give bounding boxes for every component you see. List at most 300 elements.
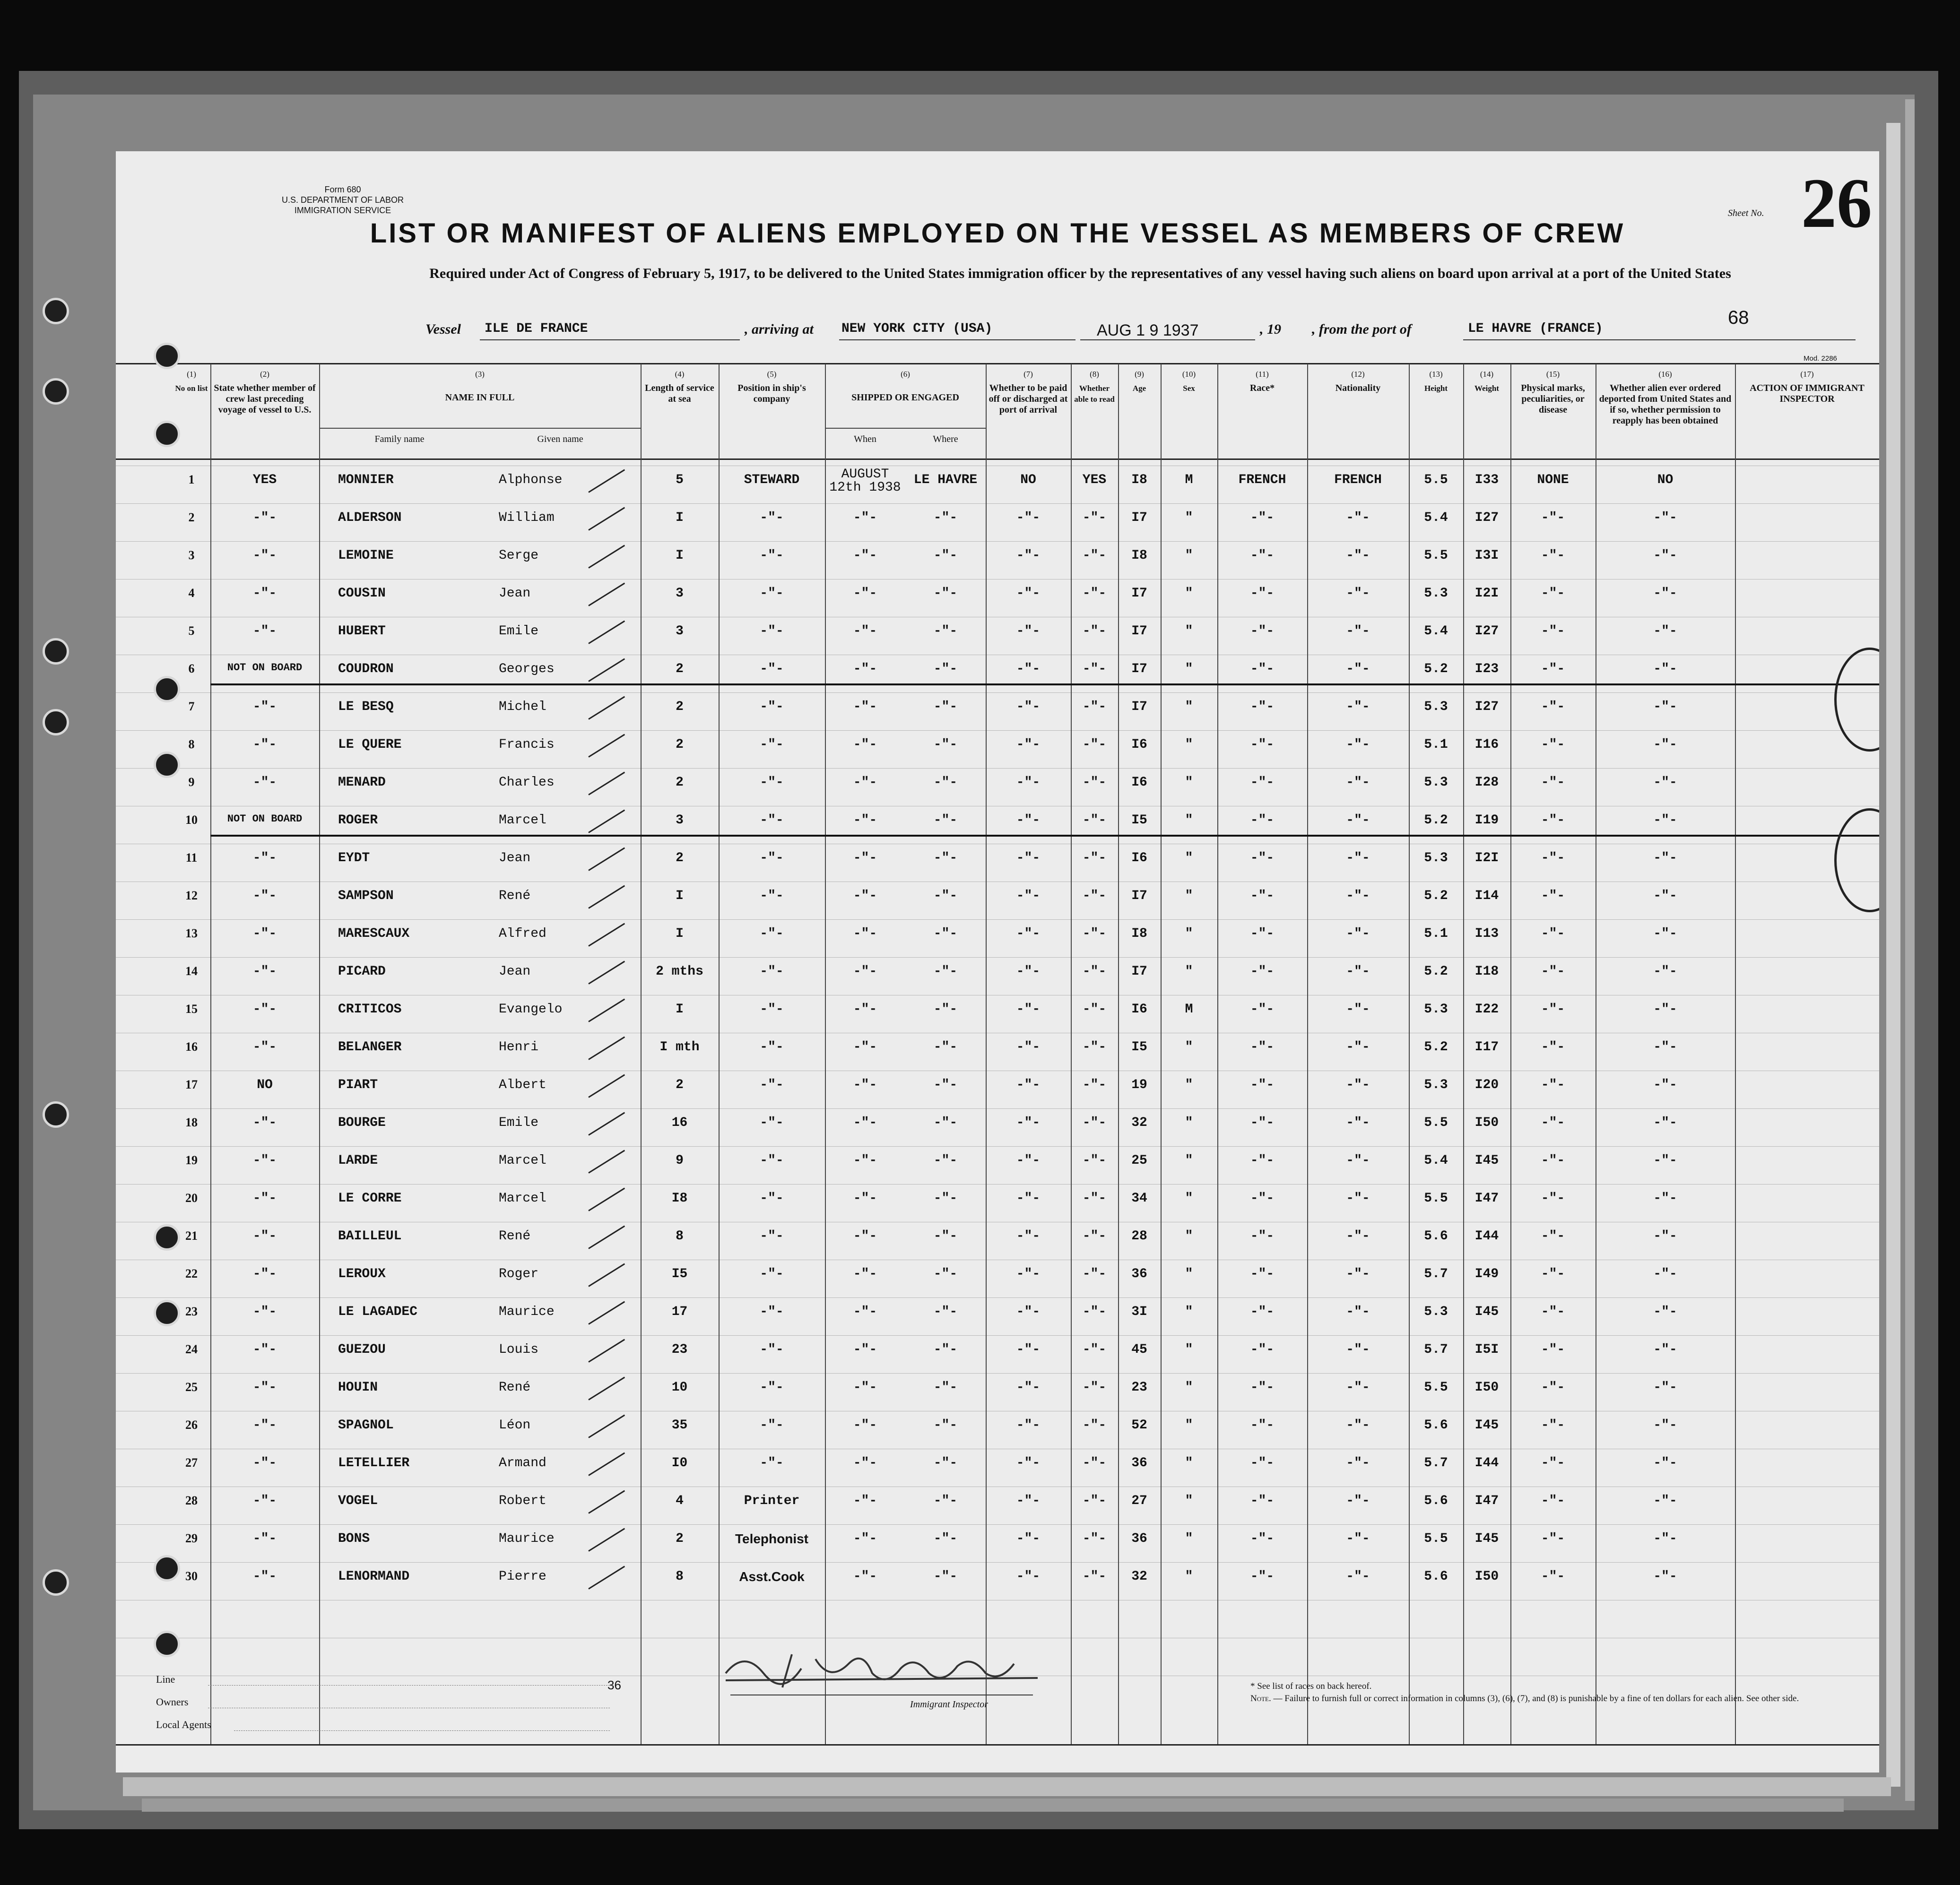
cell-service: I xyxy=(676,889,684,903)
struck-through-line xyxy=(210,683,1879,685)
cell-position: -"- xyxy=(760,1342,784,1357)
cell-position: -"- xyxy=(760,700,784,714)
cell-height: 5.1 xyxy=(1424,926,1448,941)
cell-no: 8 xyxy=(188,737,195,751)
cell-weight: I45 xyxy=(1474,1153,1499,1168)
cell-marks: -"- xyxy=(1541,813,1565,828)
cell-no: 14 xyxy=(185,964,198,978)
cell-no: 25 xyxy=(185,1380,198,1394)
cell-given: Charles xyxy=(499,775,555,790)
cell-prev: -"- xyxy=(252,1569,277,1584)
cell-age: I6 xyxy=(1131,1002,1147,1017)
column-header: Whether able to read xyxy=(1074,384,1115,404)
cell-family: COUSIN xyxy=(338,586,386,601)
cell-prev: -"- xyxy=(252,1191,277,1206)
cell-no: 20 xyxy=(185,1191,198,1205)
cell-when: -"- xyxy=(853,1380,877,1395)
cell-height: 5.4 xyxy=(1424,1153,1448,1168)
form-id-block xyxy=(272,184,414,216)
cell-marks: -"- xyxy=(1541,1380,1565,1395)
table-top-rule xyxy=(116,363,1879,364)
manifest-sheet xyxy=(116,151,1879,1773)
cell-paid: -"- xyxy=(1016,926,1041,941)
column-number: (4) xyxy=(675,370,685,379)
cell-sex: " xyxy=(1185,1078,1193,1092)
cell-sex: " xyxy=(1185,510,1193,525)
cell-marks: -"- xyxy=(1541,1078,1565,1092)
cell-marks: -"- xyxy=(1541,586,1565,601)
cell-prev: -"- xyxy=(252,1380,277,1395)
cell-read: -"- xyxy=(1082,1305,1107,1319)
cell-no: 28 xyxy=(185,1494,198,1507)
cell-when: -"- xyxy=(853,775,877,790)
column-header: Weight xyxy=(1474,384,1499,393)
cell-position: -"- xyxy=(760,1191,784,1206)
cell-nationality: -"- xyxy=(1346,1418,1370,1433)
cell-deported: -"- xyxy=(1653,1569,1677,1584)
cell-sex: " xyxy=(1185,964,1193,979)
cell-read: -"- xyxy=(1082,624,1107,639)
cell-race: -"- xyxy=(1250,1305,1275,1319)
column-header: NAME IN FULL xyxy=(445,392,515,403)
cell-deported: -"- xyxy=(1653,1040,1677,1055)
cell-marks: -"- xyxy=(1541,1115,1565,1130)
cell-weight: I3I xyxy=(1474,548,1499,563)
cell-where: -"- xyxy=(933,586,958,601)
row-rule xyxy=(116,541,1879,542)
cell-where: -"- xyxy=(933,1078,958,1092)
cell-position: Asst.Cook xyxy=(739,1569,805,1584)
cell-marks: -"- xyxy=(1541,1456,1565,1470)
cell-race: -"- xyxy=(1250,889,1275,903)
footer-line-label: Line xyxy=(156,1673,175,1685)
cell-service: 2 xyxy=(676,775,684,790)
cell-service: 2 mths xyxy=(656,964,703,979)
cell-prev: -"- xyxy=(252,700,277,714)
cell-sex: " xyxy=(1185,700,1193,714)
cell-where: -"- xyxy=(933,813,958,828)
cell-where: -"- xyxy=(933,1267,958,1281)
stacked-sheet-edge xyxy=(1886,123,1900,1787)
cell-height: 5.3 xyxy=(1424,1305,1448,1319)
cell-where: -"- xyxy=(933,1153,958,1168)
cell-given: Michel xyxy=(499,700,546,714)
column-header: Age xyxy=(1132,384,1146,393)
cell-family: COUDRON xyxy=(338,662,394,676)
cell-deported: -"- xyxy=(1653,586,1677,601)
row-rule xyxy=(116,1524,1879,1525)
cell-nationality: -"- xyxy=(1346,1569,1370,1584)
cell-family: SAMPSON xyxy=(338,889,394,903)
cell-marks: -"- xyxy=(1541,1305,1565,1319)
cell-deported: -"- xyxy=(1653,964,1677,979)
cell-weight: I45 xyxy=(1474,1305,1499,1319)
cell-height: 5.6 xyxy=(1424,1229,1448,1244)
cell-paid: -"- xyxy=(1016,889,1041,903)
cell-race: -"- xyxy=(1250,586,1275,601)
cell-marks: -"- xyxy=(1541,1267,1565,1281)
cell-prev: NOT ON BOARD xyxy=(227,813,303,825)
cell-nationality: -"- xyxy=(1346,1456,1370,1470)
cell-when: AUGUST 12th 1938 xyxy=(829,467,901,495)
column-header: ACTION OF IMMIGRANT INSPECTOR xyxy=(1750,383,1865,404)
cell-height: 5.6 xyxy=(1424,1494,1448,1508)
cell-height: 5.2 xyxy=(1424,813,1448,828)
cell-age: I7 xyxy=(1131,700,1147,714)
cell-marks: -"- xyxy=(1541,662,1565,676)
cell-race: -"- xyxy=(1250,1229,1275,1244)
cell-position: -"- xyxy=(760,1380,784,1395)
cell-given: Maurice xyxy=(499,1531,555,1546)
cell-prev: -"- xyxy=(252,775,277,790)
arriving-underline xyxy=(839,339,1075,340)
cell-no: 11 xyxy=(185,851,198,865)
cell-read: -"- xyxy=(1082,586,1107,601)
cell-position: -"- xyxy=(760,851,784,865)
cell-age: I7 xyxy=(1131,889,1147,903)
column-number: (3) xyxy=(475,370,485,379)
cell-nationality: FRENCH xyxy=(1334,473,1382,487)
cell-read: -"- xyxy=(1082,548,1107,563)
cell-sex: M xyxy=(1185,1002,1193,1017)
cell-height: 5.7 xyxy=(1424,1267,1448,1281)
cell-deported: -"- xyxy=(1653,775,1677,790)
cell-no: 13 xyxy=(185,926,198,940)
cell-service: 8 xyxy=(676,1229,684,1244)
cell-deported: -"- xyxy=(1653,548,1677,563)
cell-prev: -"- xyxy=(252,851,277,865)
column-number: (1) xyxy=(187,370,196,379)
cell-where: -"- xyxy=(933,1191,958,1206)
cell-nationality: -"- xyxy=(1346,1115,1370,1130)
cell-age: 36 xyxy=(1131,1456,1147,1470)
cell-weight: I49 xyxy=(1474,1267,1499,1281)
row-rule xyxy=(116,730,1879,731)
cell-weight: I2I xyxy=(1474,851,1499,865)
cell-age: I7 xyxy=(1131,964,1147,979)
date-underline xyxy=(1080,339,1255,340)
cell-height: 5.2 xyxy=(1424,964,1448,979)
cell-where: -"- xyxy=(933,1418,958,1433)
cell-given: Jean xyxy=(499,964,531,979)
footer-owners-label: Owners xyxy=(156,1696,189,1708)
cell-race: -"- xyxy=(1250,700,1275,714)
cell-sex: " xyxy=(1185,926,1193,941)
cell-paid: -"- xyxy=(1016,1115,1041,1130)
cell-given: Emile xyxy=(499,624,539,639)
punch-hole xyxy=(43,709,69,735)
cell-paid: -"- xyxy=(1016,813,1041,828)
cell-family: BELANGER xyxy=(338,1040,402,1055)
row-rule xyxy=(116,1335,1879,1336)
column-subheader: When xyxy=(854,434,876,444)
cell-service: 5 xyxy=(676,473,684,487)
cell-no: 2 xyxy=(188,510,195,524)
cell-where: -"- xyxy=(933,1456,958,1470)
cell-race: -"- xyxy=(1250,662,1275,676)
table-header-rule xyxy=(116,458,1879,460)
cell-weight: I17 xyxy=(1474,1040,1499,1055)
cell-when: -"- xyxy=(853,1115,877,1130)
cell-marks: -"- xyxy=(1541,737,1565,752)
sheet-number: 26 xyxy=(1801,164,1872,242)
cell-height: 5.2 xyxy=(1424,1040,1448,1055)
column-header: SHIPPED OR ENGAGED xyxy=(851,392,959,403)
cell-age: 34 xyxy=(1131,1191,1147,1206)
cell-paid: -"- xyxy=(1016,624,1041,639)
cell-read: -"- xyxy=(1082,1115,1107,1130)
vessel-line xyxy=(116,307,1879,345)
cell-deported: -"- xyxy=(1653,1002,1677,1017)
cell-deported: -"- xyxy=(1653,926,1677,941)
cell-weight: I50 xyxy=(1474,1569,1499,1584)
column-header: No on list xyxy=(175,384,208,393)
cell-service: 23 xyxy=(671,1342,688,1357)
fine-note: Failure to furnish full or correct information in columns (3), (6), (7), and (8) is punishable by a fine of ten dollars for each alien. See other side. xyxy=(1284,1694,1799,1703)
port-underline xyxy=(1463,339,1856,340)
cell-weight: I20 xyxy=(1474,1078,1499,1092)
cell-service: 35 xyxy=(671,1418,688,1433)
column-number: (16) xyxy=(1658,370,1672,379)
column-number: (10) xyxy=(1182,370,1196,379)
cell-weight: I50 xyxy=(1474,1380,1499,1395)
cell-marks: -"- xyxy=(1541,775,1565,790)
punch-hole xyxy=(43,378,69,405)
cell-position: -"- xyxy=(760,662,784,676)
cell-height: 5.7 xyxy=(1424,1342,1448,1357)
cell-sex: " xyxy=(1185,1267,1193,1281)
cell-family: LETELLIER xyxy=(338,1456,410,1470)
cell-age: 32 xyxy=(1131,1569,1147,1584)
cell-prev: -"- xyxy=(252,1229,277,1244)
row-rule xyxy=(116,1108,1879,1109)
cell-weight: I23 xyxy=(1474,662,1499,676)
cell-marks: -"- xyxy=(1541,510,1565,525)
cell-family: LEMOINE xyxy=(338,548,394,563)
cell-service: 3 xyxy=(676,813,684,828)
cell-given: Armand xyxy=(499,1456,546,1470)
cell-sex: " xyxy=(1185,813,1193,828)
cell-deported: -"- xyxy=(1653,662,1677,676)
cell-service: 2 xyxy=(676,700,684,714)
cell-given: Henri xyxy=(499,1040,539,1055)
cell-family: GUEZOU xyxy=(338,1342,386,1357)
cell-deported: -"- xyxy=(1653,1456,1677,1470)
cell-sex: " xyxy=(1185,851,1193,865)
cell-family: LEROUX xyxy=(338,1267,386,1281)
cell-service: 2 xyxy=(676,1531,684,1546)
cell-nationality: -"- xyxy=(1346,926,1370,941)
cell-prev: NO xyxy=(257,1078,273,1092)
cell-given: Marcel xyxy=(499,1191,546,1206)
column-number: (8) xyxy=(1090,370,1099,379)
cell-weight: I28 xyxy=(1474,775,1499,790)
cell-given: Evangelo xyxy=(499,1002,563,1017)
cell-family: HOUIN xyxy=(338,1380,378,1395)
cell-given: Roger xyxy=(499,1267,539,1281)
row-rule xyxy=(116,919,1879,920)
cell-no: 10 xyxy=(185,813,198,827)
cell-weight: I22 xyxy=(1474,1002,1499,1017)
cell-age: I5 xyxy=(1131,813,1147,828)
cell-read: -"- xyxy=(1082,964,1107,979)
cell-age: I6 xyxy=(1131,775,1147,790)
cell-nationality: -"- xyxy=(1346,889,1370,903)
cell-paid: -"- xyxy=(1016,1040,1041,1055)
cell-position: -"- xyxy=(760,813,784,828)
form-number: Form 680 xyxy=(324,185,361,194)
punch-hole xyxy=(43,298,69,324)
cell-nationality: -"- xyxy=(1346,700,1370,714)
cell-no: 18 xyxy=(185,1115,198,1129)
cell-prev: -"- xyxy=(252,1267,277,1281)
cell-height: 5.5 xyxy=(1424,1115,1448,1130)
cell-age: I7 xyxy=(1131,662,1147,676)
cell-sex: " xyxy=(1185,548,1193,563)
cell-marks: -"- xyxy=(1541,926,1565,941)
cell-read: -"- xyxy=(1082,737,1107,752)
cell-marks: -"- xyxy=(1541,1494,1565,1508)
column-header: Height xyxy=(1424,384,1448,393)
manifest-subtitle: Required under Act of Congress of February 5, 1917, to be delivered to the United States immigration officer by the representatives of any vessel having such aliens on board upon arrival at a port of the United States xyxy=(429,266,1731,281)
punch-hole xyxy=(43,1101,69,1128)
punch-hole xyxy=(154,421,180,447)
cell-race: -"- xyxy=(1250,1569,1275,1584)
cell-height: 5.3 xyxy=(1424,586,1448,601)
cell-when: -"- xyxy=(853,1531,877,1546)
cell-paid: -"- xyxy=(1016,510,1041,525)
column-number: (15) xyxy=(1546,370,1560,379)
column-header: Physical marks, peculiarities, or disease xyxy=(1521,383,1585,415)
cell-weight: I27 xyxy=(1474,624,1499,639)
cell-family: PICARD xyxy=(338,964,386,979)
cell-age: I7 xyxy=(1131,624,1147,639)
cell-where: -"- xyxy=(933,926,958,941)
cell-given: Emile xyxy=(499,1115,539,1130)
cell-deported: -"- xyxy=(1653,1078,1677,1092)
column-subheader: Given name xyxy=(537,434,583,444)
cell-family: EYDT xyxy=(338,851,370,865)
cell-marks: -"- xyxy=(1541,851,1565,865)
cell-paid: -"- xyxy=(1016,1342,1041,1357)
cell-family: ALDERSON xyxy=(338,510,402,525)
inspector-signature xyxy=(707,1640,1085,1697)
punch-hole xyxy=(154,1631,180,1657)
cell-race: -"- xyxy=(1250,624,1275,639)
cell-marks: -"- xyxy=(1541,1191,1565,1206)
cell-age: 28 xyxy=(1131,1229,1147,1244)
cell-age: 27 xyxy=(1131,1494,1147,1508)
cell-race: -"- xyxy=(1250,964,1275,979)
cell-service: 2 xyxy=(676,737,684,752)
cell-age: I8 xyxy=(1131,548,1147,563)
cell-age: I7 xyxy=(1131,586,1147,601)
cell-family: LE QUERE xyxy=(338,737,402,752)
cell-sex: " xyxy=(1185,1342,1193,1357)
cell-service: 3 xyxy=(676,586,684,601)
cell-service: 10 xyxy=(671,1380,688,1395)
column-number: (5) xyxy=(767,370,777,379)
cell-where: -"- xyxy=(933,548,958,563)
punch-hole xyxy=(154,1555,180,1582)
cell-given: Robert xyxy=(499,1494,546,1508)
cell-position: -"- xyxy=(760,1229,784,1244)
cell-height: 5.2 xyxy=(1424,889,1448,903)
column-header: Length of service at sea xyxy=(645,383,714,404)
cell-weight: I44 xyxy=(1474,1456,1499,1470)
cell-height: 5.3 xyxy=(1424,851,1448,865)
cell-where: -"- xyxy=(933,1569,958,1584)
cell-family: MARESCAUX xyxy=(338,926,410,941)
cell-age: 3I xyxy=(1131,1305,1147,1319)
cell-deported: -"- xyxy=(1653,510,1677,525)
cell-marks: -"- xyxy=(1541,1531,1565,1546)
cell-no: 1 xyxy=(188,473,195,486)
cell-given: Louis xyxy=(499,1342,539,1357)
cell-service: 3 xyxy=(676,624,684,639)
punch-hole xyxy=(154,1300,180,1326)
cell-paid: -"- xyxy=(1016,964,1041,979)
cell-family: MENARD xyxy=(338,775,386,790)
cell-race: -"- xyxy=(1250,1342,1275,1357)
cell-no: 22 xyxy=(185,1267,198,1280)
cell-nationality: -"- xyxy=(1346,1305,1370,1319)
punch-hole xyxy=(43,638,69,665)
footer-line-blank xyxy=(208,1685,610,1686)
cell-family: LE LAGADEC xyxy=(338,1305,418,1319)
cell-family: LARDE xyxy=(338,1153,378,1168)
cell-when: -"- xyxy=(853,510,877,525)
footer-agents-blank xyxy=(234,1730,610,1731)
cell-race: -"- xyxy=(1250,1040,1275,1055)
cell-position: -"- xyxy=(760,510,784,525)
cell-no: 17 xyxy=(185,1078,198,1091)
cell-nationality: -"- xyxy=(1346,1040,1370,1055)
cell-height: 5.5 xyxy=(1424,1191,1448,1206)
cell-height: 5.4 xyxy=(1424,624,1448,639)
cell-prev: -"- xyxy=(252,964,277,979)
from-port-label: , from the port of xyxy=(1312,321,1412,337)
cell-where: -"- xyxy=(933,662,958,676)
cell-sex: " xyxy=(1185,1153,1193,1168)
cell-read: -"- xyxy=(1082,1229,1107,1244)
cell-when: -"- xyxy=(853,662,877,676)
cell-prev: -"- xyxy=(252,1002,277,1017)
cell-prev: -"- xyxy=(252,1456,277,1470)
punch-hole xyxy=(154,752,180,778)
cell-prev: -"- xyxy=(252,1342,277,1357)
cell-when: -"- xyxy=(853,813,877,828)
cell-deported: -"- xyxy=(1653,1531,1677,1546)
cell-service: 2 xyxy=(676,662,684,676)
cell-given: Albert xyxy=(499,1078,546,1092)
punch-hole xyxy=(154,676,180,702)
cell-paid: -"- xyxy=(1016,662,1041,676)
cell-age: 32 xyxy=(1131,1115,1147,1130)
cell-sex: " xyxy=(1185,1191,1193,1206)
cell-paid: NO xyxy=(1020,473,1036,487)
cell-deported: -"- xyxy=(1653,851,1677,865)
cell-no: 7 xyxy=(188,700,195,713)
column-header: Position in ship's company xyxy=(737,383,806,404)
cell-weight: I2I xyxy=(1474,586,1499,601)
cell-given: Maurice xyxy=(499,1305,555,1319)
cell-race: -"- xyxy=(1250,851,1275,865)
cell-sex: " xyxy=(1185,1380,1193,1395)
cell-where: -"- xyxy=(933,775,958,790)
cell-given: René xyxy=(499,1380,531,1395)
cell-position: STEWARD xyxy=(744,473,800,487)
